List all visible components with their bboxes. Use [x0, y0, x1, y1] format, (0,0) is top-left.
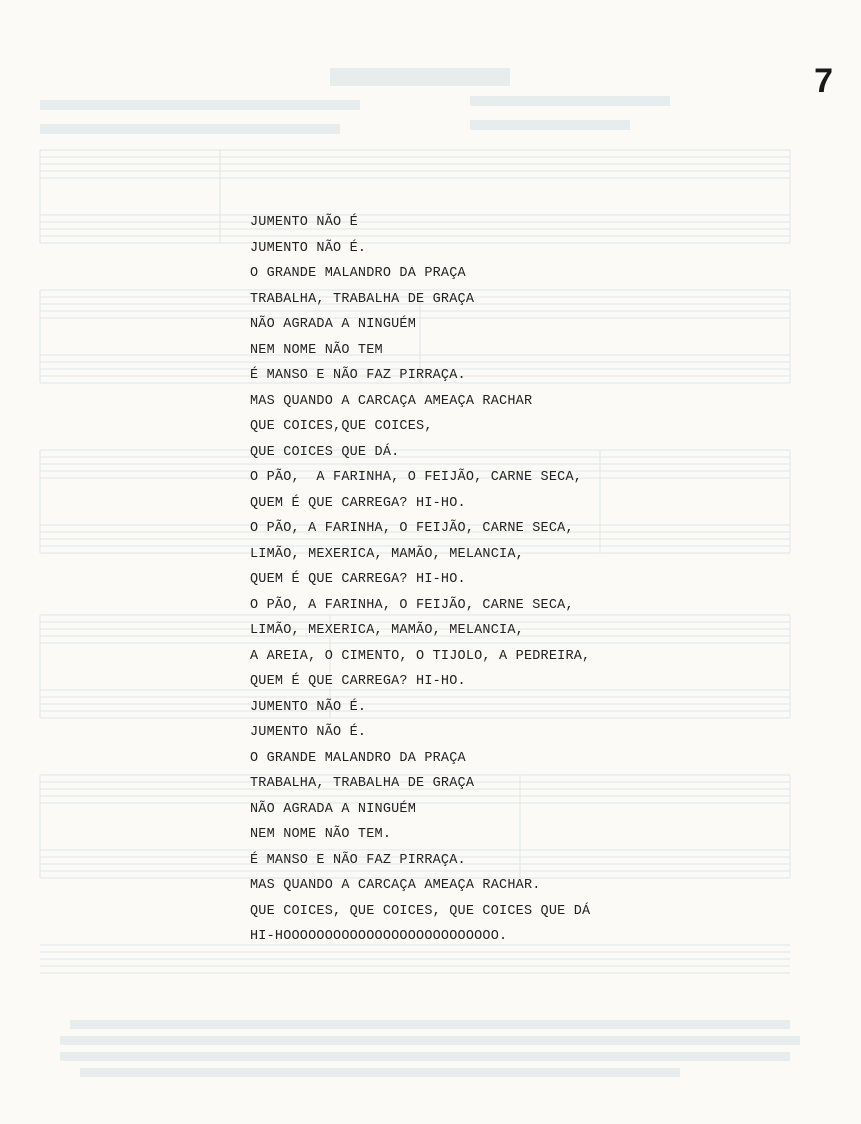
lyric-line: É MANSO E NÃO FAZ PIRRAÇA.	[250, 852, 466, 868]
lyric-line: QUEM É QUE CARREGA? HI-HO.	[250, 674, 466, 689]
page-number: 7	[814, 62, 833, 100]
lyrics-block	[250, 210, 590, 950]
lyric-line: A AREIA, O CIMENTO, O TIJOLO, A PEDREIRA,	[250, 648, 591, 664]
lyric-line: JUMENTO NÃO É.	[250, 699, 367, 715]
lyric-line: NÃO AGRADA A NINGUÉM	[250, 317, 417, 332]
lyric-line: JUMENTO NÃO É.	[250, 725, 367, 740]
lyric-line: LIMÃO, MEXERICA, MAMÃO, MELANCIA,	[250, 546, 524, 562]
lyric-line: É MANSO E NÃO FAZ PIRRAÇA.	[250, 368, 466, 383]
lyric-line: HI-HOOOOOOOOOOOOOOOOOOOOOOOOOO.	[250, 929, 508, 944]
lyric-line: TRABALHA, TRABALHA DE GRAÇA	[250, 776, 475, 791]
lyric-line: QUE COICES,QUE COICES,	[250, 419, 433, 434]
lyric-line: QUEM É QUE CARREGA? HI-HO.	[250, 572, 466, 587]
lyric-line: TRABALHA, TRABALHA DE GRAÇA	[250, 291, 475, 307]
lyric-line: LIMÃO, MEXERICA, MAMÃO, MELANCIA,	[250, 623, 524, 638]
lyric-line: QUEM É QUE CARREGA? HI-HO.	[250, 495, 466, 511]
lyric-line: O GRANDE MALANDRO DA PRAÇA	[250, 266, 466, 281]
lyric-line: JUMENTO NÃO É.	[250, 240, 367, 256]
lyric-line: QUE COICES, QUE COICES, QUE COICES QUE DÁ	[250, 903, 591, 919]
lyric-line: NEM NOME NÃO TEM	[250, 342, 383, 358]
lyric-line: MAS QUANDO A CARCAÇA AMEAÇA RACHAR	[250, 393, 533, 409]
lyric-line: MAS QUANDO A CARCAÇA AMEAÇA RACHAR.	[250, 878, 541, 893]
lyric-line: NÃO AGRADA A NINGUÉM	[250, 801, 417, 817]
lyric-line: NEM NOME NÃO TEM.	[250, 827, 392, 842]
lyric-line: O PÃO, A FARINHA, O FEIJÃO, CARNE SECA,	[250, 470, 583, 485]
lyric-line: O PÃO, A FARINHA, O FEIJÃO, CARNE SECA,	[250, 597, 574, 613]
lyric-line: O PÃO, A FARINHA, O FEIJÃO, CARNE SECA,	[250, 521, 574, 536]
lyric-line: QUE COICES QUE DÁ.	[250, 444, 400, 460]
lyric-line: JUMENTO NÃO É	[250, 215, 358, 230]
lyric-line: O GRANDE MALANDRO DA PRAÇA	[250, 750, 466, 766]
